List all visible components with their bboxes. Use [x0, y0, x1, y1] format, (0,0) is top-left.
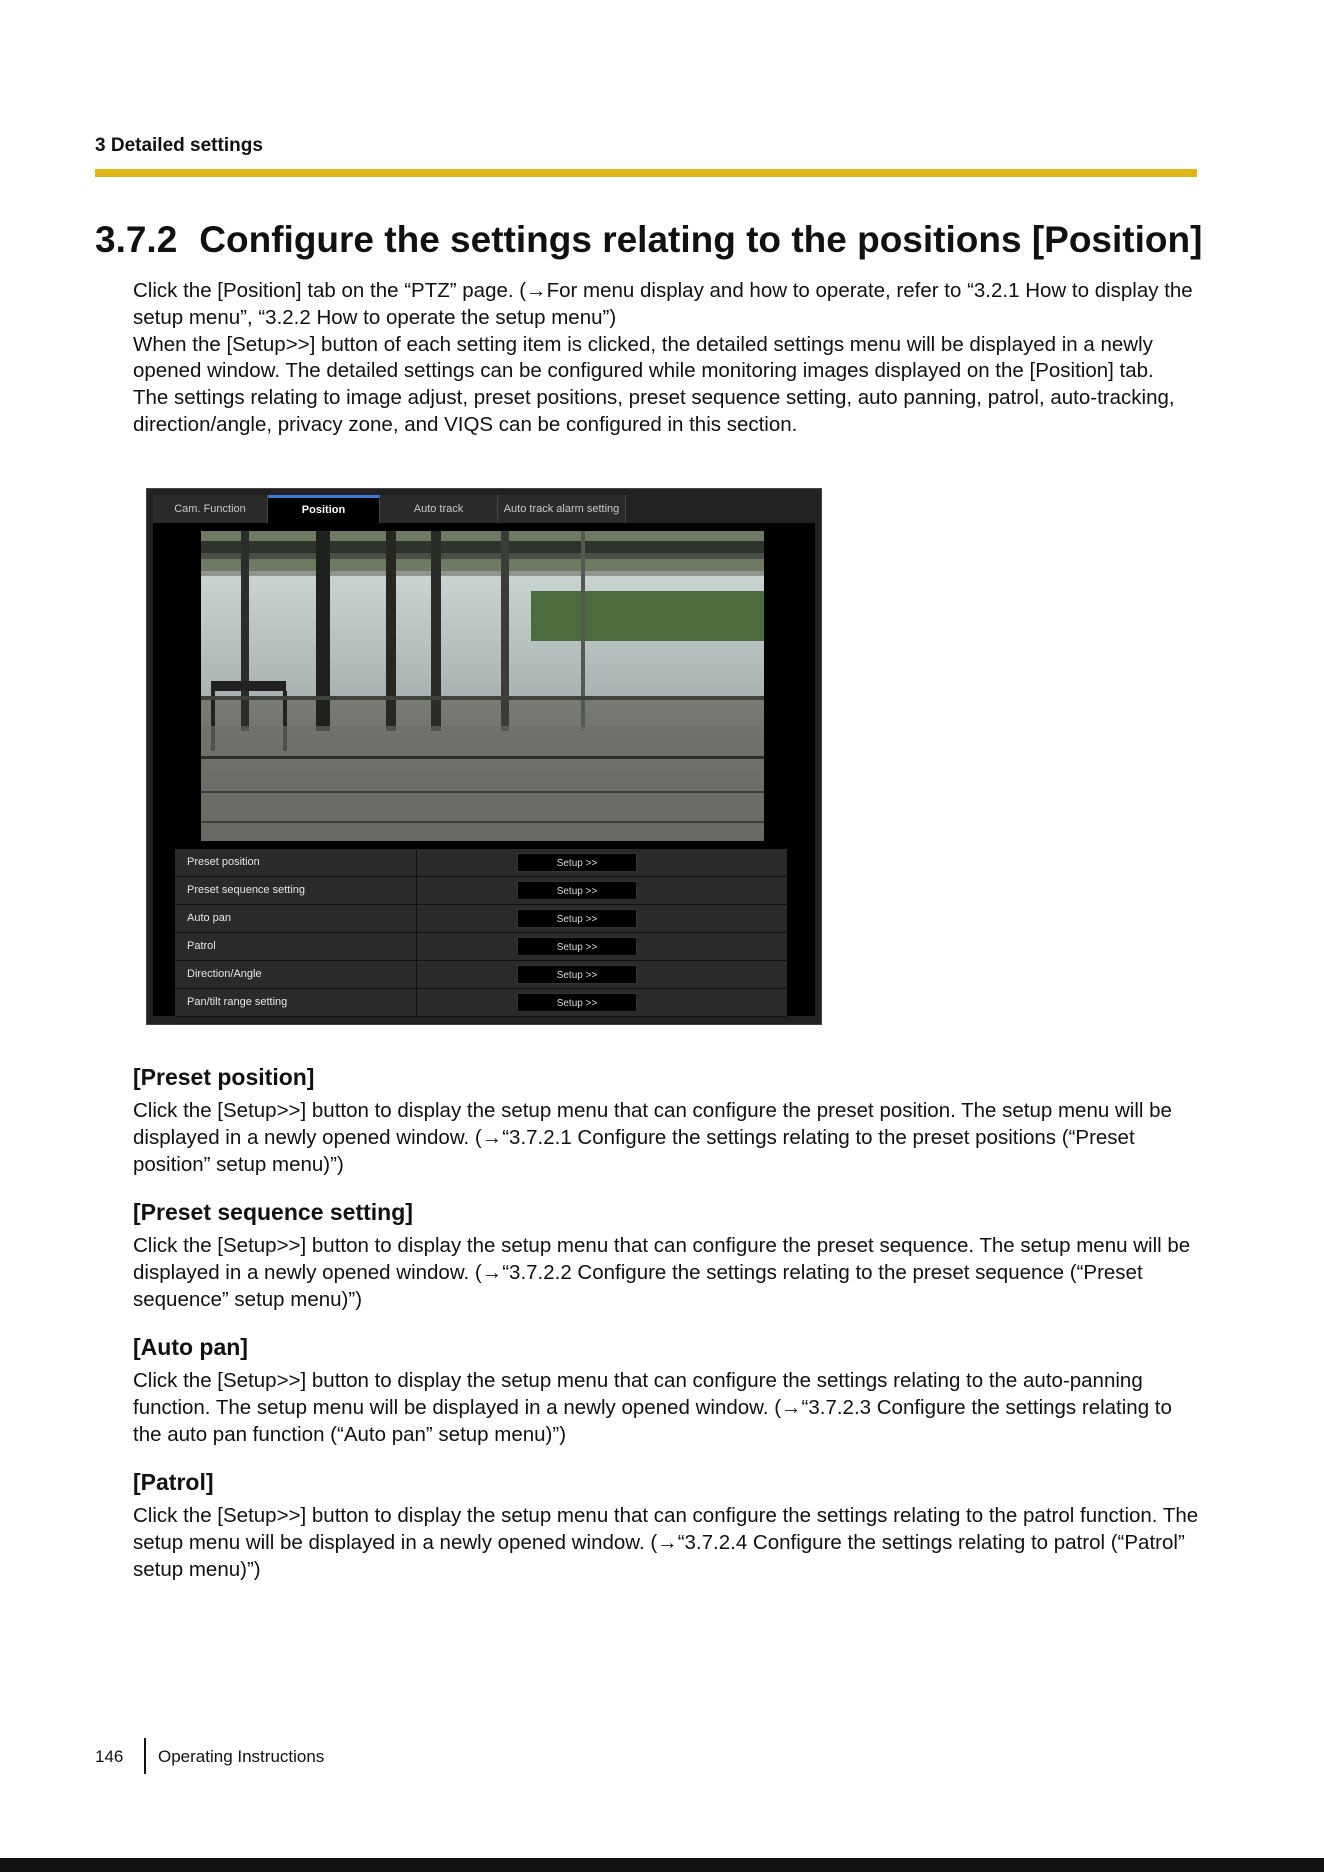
- intro-paragraph: When the [Setup>>] button of each setting item is clicked, the detailed settings menu will be displayed in a newly opened window. The detailed settings can be configured while monitoring images displayed on the [Position] tab.: [133, 332, 1154, 383]
- subsection-title: [Preset position]: [133, 1064, 315, 1090]
- chapter-header: 3 Detailed settings: [95, 135, 263, 156]
- subsection-preset-sequence: [133, 1199, 1203, 1313]
- tab-auto-track-alarm-setting[interactable]: Auto track alarm setting: [498, 495, 626, 523]
- section-number: 3.7.2: [95, 219, 178, 260]
- subsection-body: Click the [Setup>>] button to display the setup menu that can configure the settings relating to the auto-panning function. The setup menu will be displayed in a newly opened window. (→“3.7.2.3 Configure the settings relating to the auto pan function (“Auto pan” setup menu)”): [133, 1369, 1172, 1446]
- intro-paragraph: The settings relating to image adjust, preset positions, preset sequence setting, auto panning, patrol, auto-tracking, direction/angle, privacy zone, and VIQS can be configured in this section.: [133, 386, 1175, 436]
- section-title: Configure the settings relating to the positions [Position]: [199, 219, 1203, 260]
- tab-bar: [153, 495, 626, 523]
- subsection-preset-position: [133, 1064, 1203, 1178]
- table-row: [175, 989, 787, 1017]
- intro-text: [133, 278, 1203, 439]
- tab-position[interactable]: Position: [268, 495, 380, 523]
- row-label: Patrol: [175, 933, 417, 960]
- auto-pan-setup-button[interactable]: Setup >>: [517, 909, 637, 928]
- table-row: [175, 961, 787, 989]
- table-row: [175, 905, 787, 933]
- row-label: Direction/Angle: [175, 961, 417, 988]
- header-rule: [95, 169, 1197, 177]
- row-label: Auto pan: [175, 905, 417, 932]
- tab-content: [153, 523, 815, 1016]
- table-row: [175, 933, 787, 961]
- footer-title: Operating Instructions: [158, 1747, 325, 1766]
- patrol-setup-button[interactable]: Setup >>: [517, 937, 637, 956]
- subsection-body: Click the [Setup>>] button to display the setup menu that can configure the preset position. The setup menu will be displayed in a newly opened window. (→“3.7.2.1 Configure the settings relating to the preset positions (“Preset position” setup menu)”): [133, 1099, 1172, 1176]
- tab-cam-function[interactable]: Cam. Function: [153, 495, 268, 523]
- position-tab-screenshot: [146, 488, 822, 1025]
- preset-sequence-setup-button[interactable]: Setup >>: [517, 881, 637, 900]
- table-row: [175, 849, 787, 877]
- subsection-body: Click the [Setup>>] button to display the setup menu that can configure the preset sequence. The setup menu will be displayed in a newly opened window. (→“3.7.2.2 Configure the settings relating to the preset sequence (“Preset sequence” setup menu)”): [133, 1234, 1191, 1311]
- subsection-title: [Preset sequence setting]: [133, 1199, 413, 1225]
- subsection-auto-pan: [133, 1334, 1203, 1448]
- subsection-title: [Patrol]: [133, 1469, 214, 1495]
- section-heading: [95, 219, 1202, 261]
- setting-table: [175, 849, 787, 1017]
- pan-tilt-range-setup-button[interactable]: Setup >>: [517, 993, 637, 1012]
- row-label: Preset sequence setting: [175, 877, 417, 904]
- intro-paragraph: Click the [Position] tab on the “PTZ” page. (→For menu display and how to operate, refer to “3.2.1 How to display the setup menu”, “3.2.2 How to operate the setup menu”): [133, 279, 1193, 329]
- direction-angle-setup-button[interactable]: Setup >>: [517, 965, 637, 984]
- row-label: Preset position: [175, 849, 417, 876]
- subsection-title: [Auto pan]: [133, 1334, 248, 1360]
- row-label: Pan/tilt range setting: [175, 989, 417, 1016]
- tab-auto-track[interactable]: Auto track: [380, 495, 498, 523]
- camera-scene-image: [201, 531, 764, 841]
- table-row: [175, 877, 787, 905]
- subsection-patrol: [133, 1469, 1203, 1583]
- camera-image: [201, 531, 764, 841]
- page-bottom-edge: [0, 1858, 1324, 1872]
- preset-position-setup-button[interactable]: Setup >>: [517, 853, 637, 872]
- footer-divider: [144, 1738, 146, 1774]
- subsection-body: Click the [Setup>>] button to display the setup menu that can configure the settings relating to the patrol function. The setup menu will be displayed in a newly opened window. (→“3.7.2.4 Configure the settings relating to patrol (“Patrol” setup menu)”): [133, 1504, 1199, 1581]
- page-number: 146: [95, 1747, 124, 1766]
